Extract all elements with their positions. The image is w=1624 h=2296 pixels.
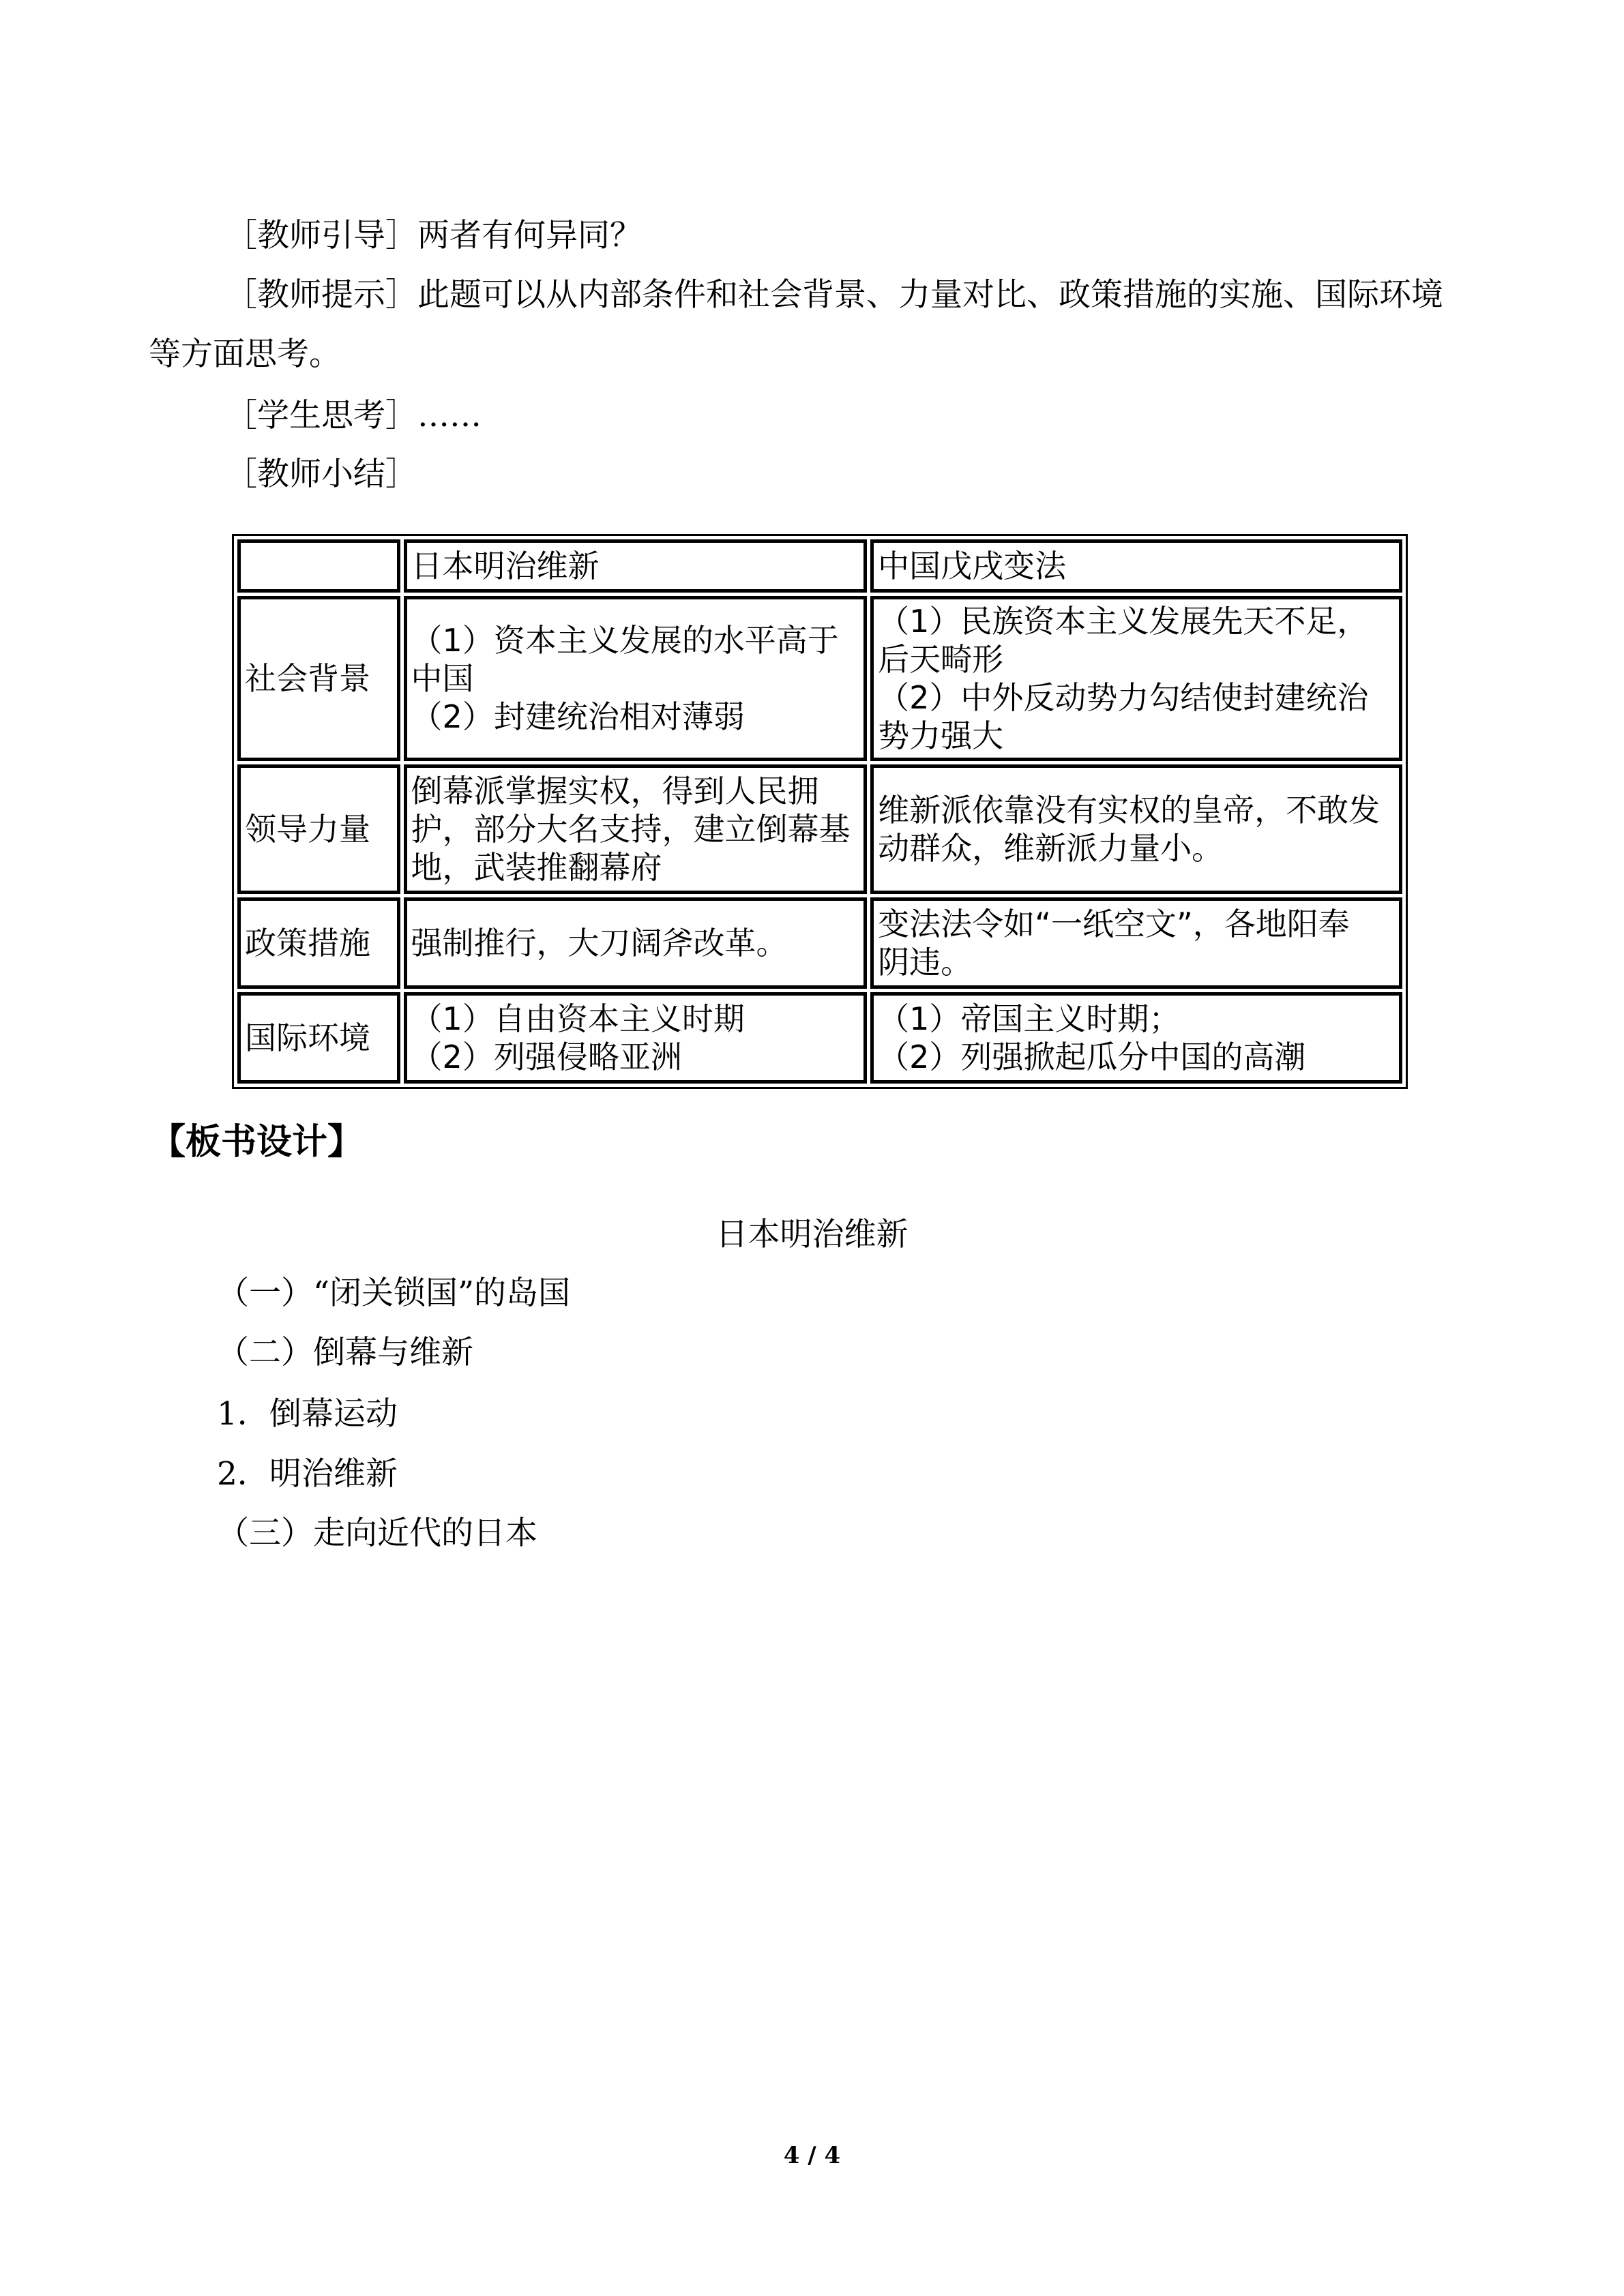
board-design-title: 日本明治维新 [715,1216,909,1253]
teacher-hint-paragraph: ［教师提示］此题可以从内部条件和社会背景、力量对比、政策措施的实施、国际环境 [225,276,1443,314]
row-label-international: 国际环境 [237,992,400,1084]
outline-subitem: 2．明治维新 [217,1455,398,1493]
table-row [237,897,1402,989]
table-header-china: 中国戊戌变法 [870,539,1402,593]
student-thinking-paragraph: ［学生思考］…… [225,397,482,434]
table-row [237,764,1402,894]
cell-china-leadership: 维新派依靠没有实权的皇帝，不敢发 动群众，维新派力量小。 [870,764,1402,894]
outline-item: （二）倒幕与维新 [217,1334,473,1371]
page-number: 4 / 4 [783,2142,841,2169]
row-label-social-background: 社会背景 [237,596,400,761]
cell-japan-social-background: （1）资本主义发展的水平高于 中国 （2）封建统治相对薄弱 [404,596,868,761]
outline-subitem: 1．倒幕运动 [217,1395,398,1433]
outline-item: （三）走向近代的日本 [217,1515,537,1552]
table-header-japan: 日本明治维新 [404,539,868,593]
outline-item: （一）“闭关锁国”的岛国 [217,1274,571,1312]
teacher-guide-paragraph: ［教师引导］两者有何异同？ [225,217,642,254]
cell-japan-international: （1）自由资本主义时期 （2）列强侵略亚洲 [404,992,868,1084]
row-label-leadership: 领导力量 [237,764,400,894]
teacher-summary-label: ［教师小结］ [225,456,417,493]
table-header-empty [237,539,400,593]
board-design-heading: 【板书设计】 [150,1122,364,1163]
cell-china-international: （1）帝国主义时期； （2）列强掀起瓜分中国的高潮 [870,992,1402,1084]
table-row [237,992,1402,1084]
cell-japan-policy: 强制推行，大刀阔斧改革。 [404,897,868,989]
table-header-row [237,539,1402,593]
teacher-hint-paragraph-continued: 等方面思考。 [149,336,341,373]
cell-japan-leadership: 倒幕派掌握实权，得到人民拥 护，部分大名支持，建立倒幕基 地，武装推翻幕府 [404,764,868,894]
cell-china-social-background: （1）民族资本主义发展先天不足， 后天畸形 （2）中外反动势力勾结使封建统治 势力强大 [870,596,1402,761]
row-label-policy: 政策措施 [237,897,400,989]
comparison-table [232,534,1408,1089]
table-row [237,596,1402,761]
cell-china-policy: 变法法令如“一纸空文”，各地阳奉 阴违。 [870,897,1402,989]
